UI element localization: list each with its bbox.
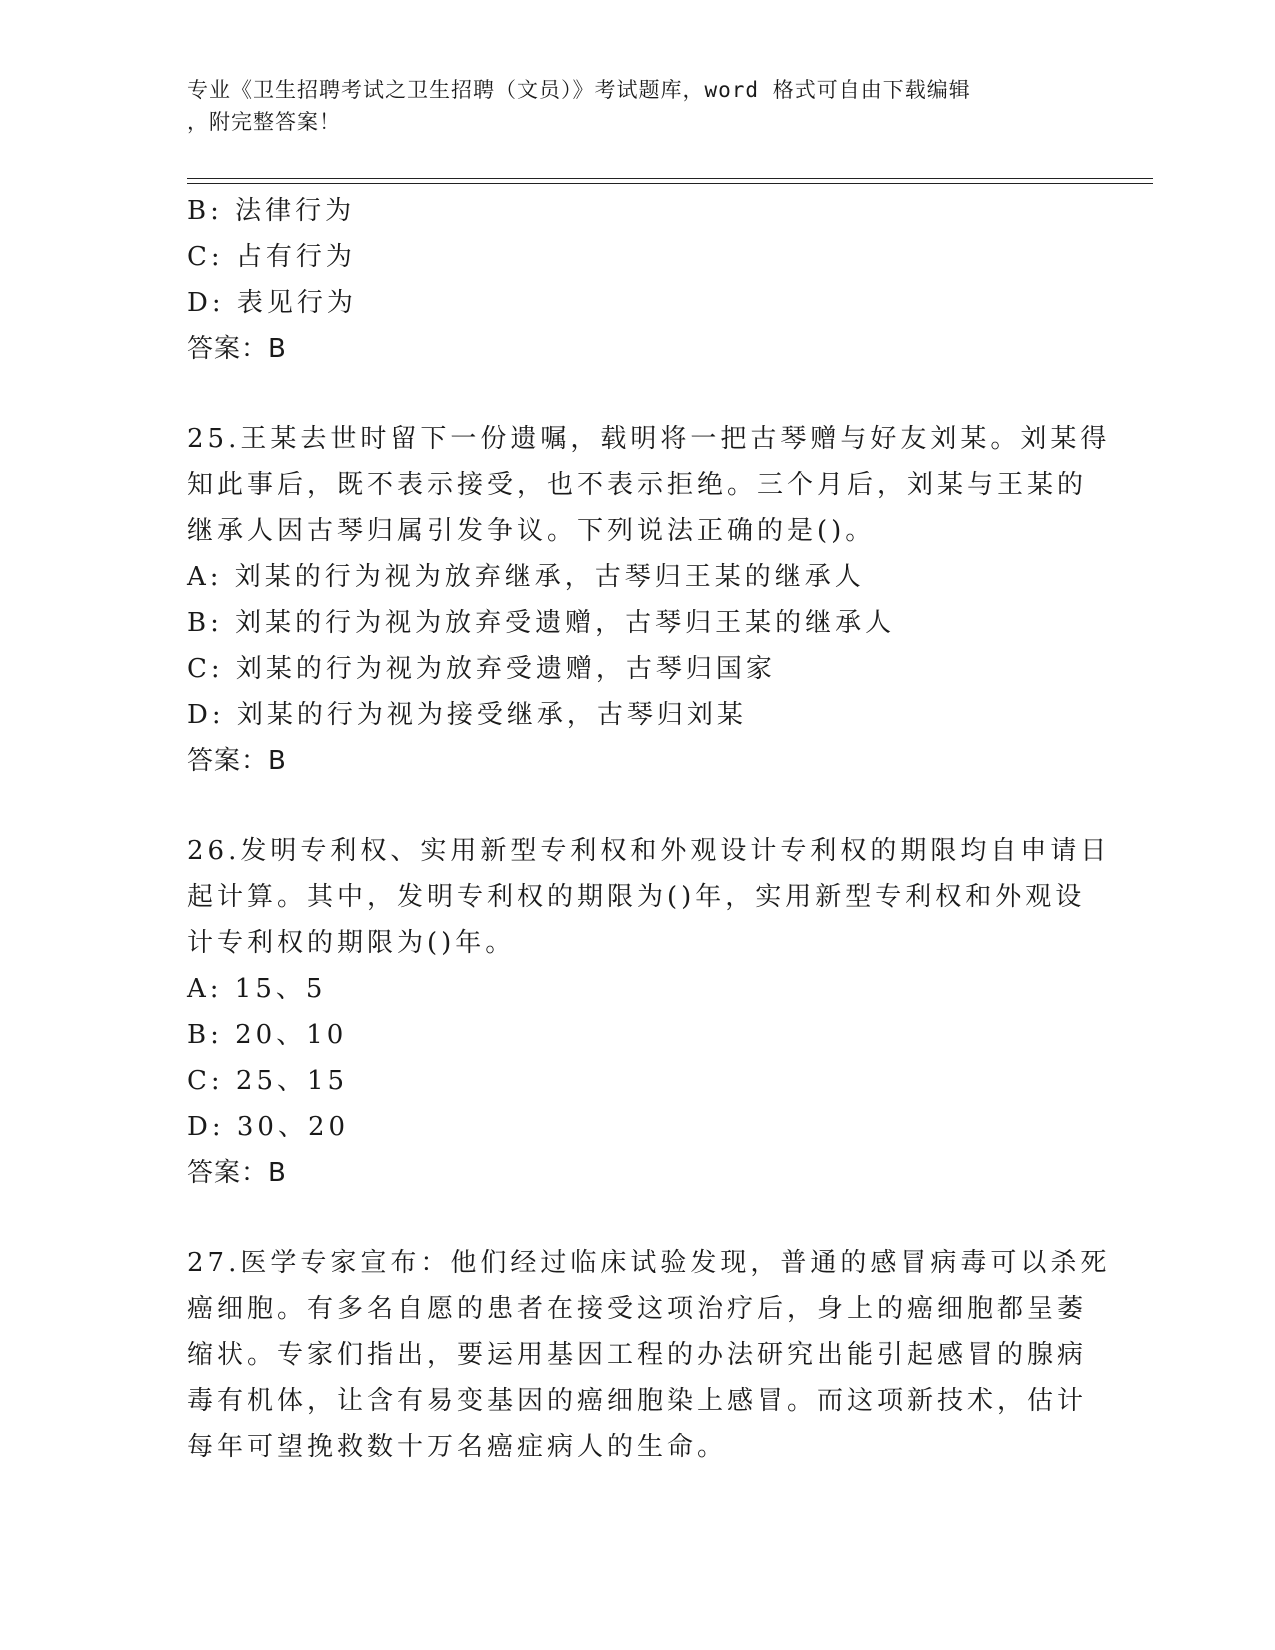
spacer <box>187 784 1087 828</box>
option-a: A: 刘某的行为视为放弃继承，古琴归王某的继承人 <box>187 562 865 592</box>
question-25 <box>187 416 1111 784</box>
header-line-2: ，附完整答案！ <box>187 110 341 134</box>
option-b: B: 法律行为 <box>187 196 356 226</box>
question-stem-line: 起计算。其中，发明专利权的期限为()年，实用新型专利权和外观设 <box>187 882 1086 912</box>
header-divider-bottom <box>187 183 1153 184</box>
question-stem-line: 26.发明专利权、实用新型专利权和外观设计专利权的期限均自申请日 <box>187 836 1111 866</box>
answer: 答案：B <box>187 1158 287 1188</box>
question-stem-line: 25.王某去世时留下一份遗嘱，载明将一把古琴赠与好友刘某。刘某得 <box>187 424 1111 454</box>
header-divider-top <box>187 178 1153 179</box>
question-24-tail <box>187 188 1087 372</box>
question-stem-line: 每年可望挽救数十万名癌症病人的生命。 <box>187 1432 728 1462</box>
option-b: B: 20、10 <box>187 1020 348 1050</box>
question-stem-line: 缩状。专家们指出，要运用基因工程的办法研究出能引起感冒的腺病 <box>187 1340 1088 1370</box>
question-27 <box>187 1240 1111 1470</box>
option-c: C: 25、15 <box>187 1066 349 1096</box>
question-stem-line: 毒有机体，让含有易变基因的癌细胞染上感冒。而这项新技术，估计 <box>187 1386 1088 1416</box>
answer: 答案：B <box>187 334 287 364</box>
option-d: D: 30、20 <box>187 1112 350 1142</box>
question-26 <box>187 828 1111 1196</box>
answer: 答案：B <box>187 746 287 776</box>
page-header <box>187 74 1087 138</box>
option-a: A: 15、5 <box>187 974 327 1004</box>
question-stem-line: 癌细胞。有多名自愿的患者在接受这项治疗后，身上的癌细胞都呈萎 <box>187 1294 1088 1324</box>
header-line-1: 专业《卫生招聘考试之卫生招聘（文员）》考试题库，word 格式可自由下载编辑 <box>187 78 971 102</box>
option-d: D: 刘某的行为视为接受继承，古琴归刘某 <box>187 700 747 730</box>
option-c: C: 占有行为 <box>187 242 356 272</box>
document-body <box>187 188 1111 1470</box>
question-stem-line: 知此事后，既不表示接受，也不表示拒绝。三个月后，刘某与王某的 <box>187 470 1088 500</box>
option-c: C: 刘某的行为视为放弃受遗赠，古琴归国家 <box>187 654 776 684</box>
spacer <box>187 1196 1087 1240</box>
question-stem-line: 27.医学专家宣布：他们经过临床试验发现，普通的感冒病毒可以杀死 <box>187 1248 1111 1278</box>
option-b: B: 刘某的行为视为放弃受遗赠，古琴归王某的继承人 <box>187 608 896 638</box>
spacer <box>187 372 1087 416</box>
question-stem-line: 继承人因古琴归属引发争议。下列说法正确的是()。 <box>187 516 876 546</box>
question-stem-line: 计专利权的期限为()年。 <box>187 928 516 958</box>
option-d: D: 表见行为 <box>187 288 357 318</box>
